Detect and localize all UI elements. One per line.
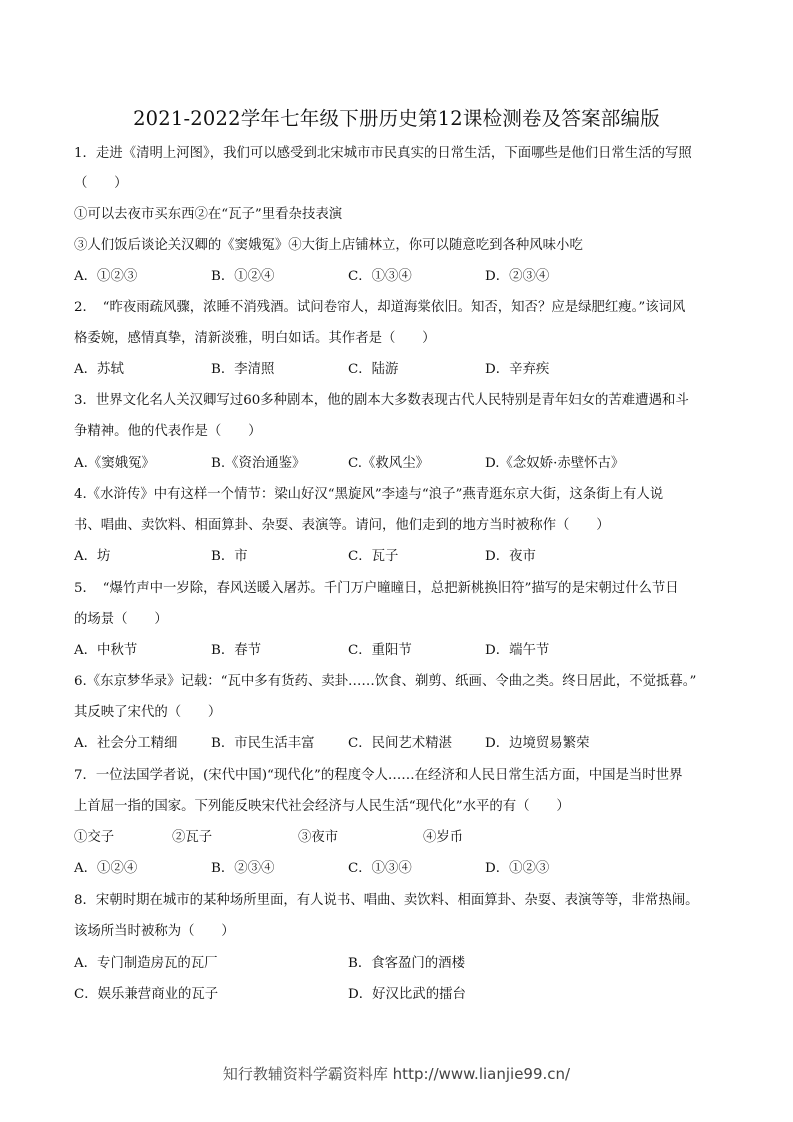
q8-stem-line-2: 该场所当时被称为（ ） — [74, 924, 235, 939]
q7-stem-line-1: 7．一位法国学者说，(宋代中国)“现代化”的程度令人……在经济和人民日常生活方面，中国是当时世界 — [74, 768, 683, 783]
q3-option-c: C.《救风尘》 — [348, 456, 429, 471]
q6-stem-line-1: 6.《东京梦华录》记载：“瓦中多有货药、卖卦……饮食、剃剪、纸画、令曲之类。终日居此，不觉抵暮。” — [74, 674, 697, 689]
q8-option-a: A．专门制造房瓦的瓦厂 — [74, 956, 218, 971]
q4-option-a: A．坊 — [74, 549, 111, 564]
q2-stem-line-2: 格委婉，感情真挚，清新淡雅，明白如话。其作者是（ ） — [74, 331, 436, 346]
q1-stem-line-4: ③人们饭后谈论关汉卿的《窦娥冤》④大街上店铺林立，你可以随意吃到各种风味小吃 — [74, 238, 583, 253]
q1-option-b: B．①②④ — [211, 269, 275, 284]
q8-option-b: B．食客盈门的酒楼 — [348, 956, 465, 971]
q1-option-d: D．②③④ — [485, 269, 550, 284]
q7-option-c: C．①③④ — [348, 861, 412, 876]
q3-option-d: D.《念奴娇·赤壁怀古》 — [485, 456, 625, 471]
q1-stem-line-3: ①可以去夜市买东西②在“瓦子”里看杂技表演 — [74, 207, 343, 222]
q5-stem-line-1: 5． “爆竹声中一岁除，春风送暖入屠苏。千门万户曈曈日，总把新桃换旧符”描写的是宋朝过什么节日 — [74, 581, 679, 596]
q4-stem-line-1: 4.《水浒传》中有这样一个情节：梁山好汉“黑旋风”李逵与“浪子”燕青逛东京大街，这条街上有人说 — [74, 487, 664, 502]
q2-option-a: A．苏轼 — [74, 362, 124, 377]
q1-stem-line-1: 1．走进《清明上河图》，我们可以感受到北宋城市市民真实的日常生活，下面哪些是他们日常生活的写照 — [74, 146, 692, 161]
q6-stem-line-2: 其反映了宋代的（ ） — [74, 705, 222, 720]
q6-option-b: B．市民生活丰富 — [211, 736, 315, 751]
q5-option-d: D．端午节 — [485, 643, 550, 658]
q4-option-d: D．夜市 — [485, 549, 536, 564]
footer-watermark: 知行教辅资料学霸资料库 http://www.lianjie99.cn/ — [222, 1065, 571, 1083]
q5-option-c: C．重阳节 — [348, 643, 412, 658]
q2-stem-line-1: 2． “昨夜雨疏风骤，浓睡不消残酒。试问卷帘人，却道海棠依旧。知否，知否？应是绿肥红瘦。”该词风 — [74, 300, 686, 315]
q1-stem-line-2: （ ） — [74, 176, 128, 191]
q4-option-b: B．市 — [211, 549, 248, 564]
q6-option-c: C．民间艺术精湛 — [348, 736, 452, 751]
q2-option-c: C．陆游 — [348, 362, 399, 377]
q7-option-b: B．②③④ — [211, 861, 275, 876]
q7-stem-line-2: 上首屈一指的国家。下列能反映宋代社会经济与人民生活“现代化”水平的有（ ） — [74, 799, 570, 814]
q3-stem-line-2: 争精神。他的代表作是（ ） — [74, 424, 262, 439]
q2-option-d: D．辛弃疾 — [485, 362, 550, 377]
q1-option-c: C．①③④ — [348, 269, 412, 284]
q7-choice-3: ③夜市 — [298, 830, 339, 845]
q4-stem-line-2: 书、唱曲、卖饮料、相面算卦、杂耍、表演等。请问，他们走到的地方当时被称作（ ） — [74, 518, 610, 533]
q7-choice-2: ②瓦子 — [172, 830, 213, 845]
q3-stem-line-1: 3．世界文化名人关汉卿写过60多种剧本，他的剧本大多数表现古代人民特别是青年妇女的苦难遭遇和斗 — [74, 393, 689, 408]
q8-stem-line-1: 8．宋朝时期在城市的某种场所里面，有人说书、唱曲、卖饮料、相面算卦、杂耍、表演等等，非常热闹。 — [74, 893, 699, 908]
q7-choice-1: ①交子 — [74, 830, 115, 845]
q7-option-a: A．①②④ — [74, 861, 138, 876]
q7-option-d: D．①②③ — [485, 861, 550, 876]
q5-option-a: A．中秋节 — [74, 643, 138, 658]
q8-option-c: C．娱乐兼营商业的瓦子 — [74, 987, 219, 1002]
q5-option-b: B．春节 — [211, 643, 262, 658]
q6-option-d: D．边境贸易繁荣 — [485, 736, 590, 751]
q5-stem-line-2: 的场景（ ） — [74, 612, 168, 627]
page-title: 2021-2022学年七年级下册历史第12课检测卷及答案部编版 — [133, 107, 660, 130]
q3-option-a: A.《窦娥冤》 — [74, 456, 155, 471]
q4-option-c: C．瓦子 — [348, 549, 399, 564]
q7-choice-4: ④岁币 — [423, 830, 464, 845]
q1-option-a: A．①②③ — [74, 269, 138, 284]
q8-option-d: D．好汉比武的擂台 — [348, 987, 466, 1002]
q3-option-b: B.《资治通鉴》 — [211, 456, 306, 471]
q6-option-a: A．社会分工精细 — [74, 736, 178, 751]
q2-option-b: B．李清照 — [211, 362, 275, 377]
